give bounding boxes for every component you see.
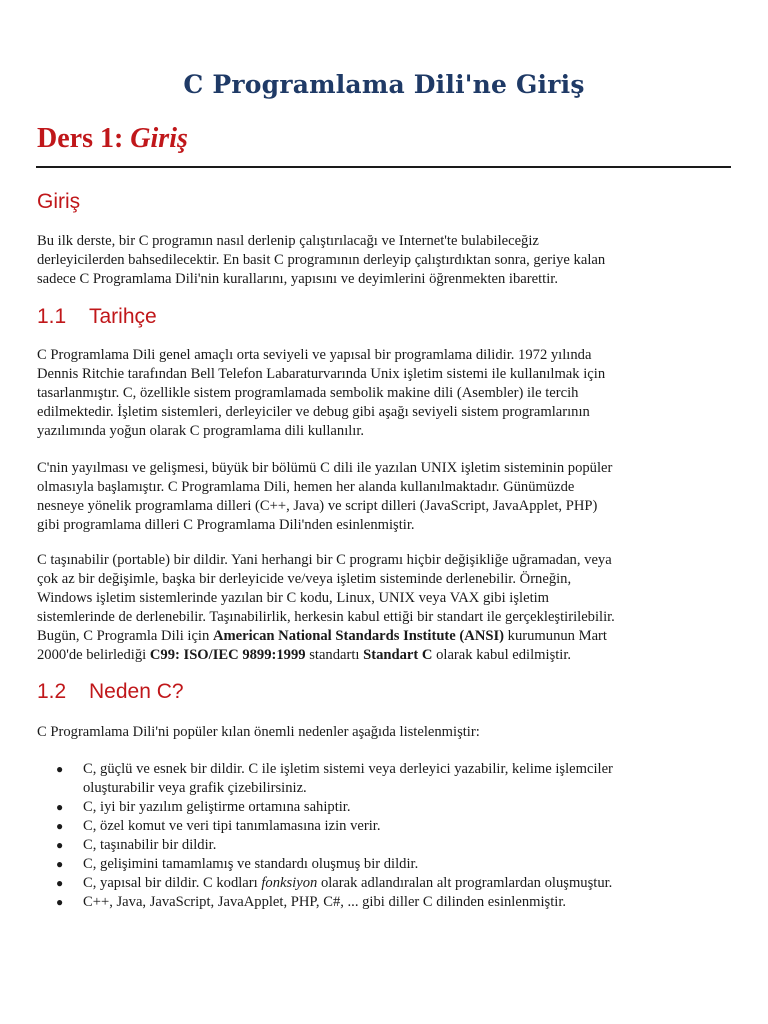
text-run: olarak kabul edilmiştir.: [432, 647, 572, 663]
history-paragraph-1: [37, 346, 737, 441]
list-item: [37, 798, 737, 817]
text-line: derleyicilerden bahsedilecektir. En basit C programının derleyip çalıştırdıktan sonra, geriye kalan: [37, 252, 606, 268]
text-run: 2000'de belirlediği: [37, 647, 150, 663]
text-line: C, taşınabilir bir dildir.: [83, 837, 217, 853]
text-line: [37, 646, 737, 665]
list-item: [37, 817, 737, 836]
text-line: C++, Java, JavaScript, JavaApplet, PHP, C#, ... gibi diller C dilinden esinlenmiştir.: [83, 894, 567, 910]
section-title: Tarihçe: [89, 305, 157, 328]
text-line: yazılımında yoğun olarak C programlama dili kullanılır.: [37, 423, 365, 439]
document-title: C Programlama Dili'ne Giriş: [183, 70, 585, 99]
text-line: oluşturabilir veya grafik çizebilirsiniz.: [83, 780, 307, 796]
reasons-list: [37, 760, 737, 912]
section-heading-why-c: [37, 680, 184, 704]
text-line: Bu ilk derste, bir C programın nasıl derlenip çalıştırılacağı ve Internet'te bulabileceğiz: [37, 233, 539, 249]
text-run: C, yapısal bir dildir. C kodları: [83, 875, 262, 891]
intro-paragraph: [37, 232, 737, 289]
ansi-name: American National Standards Institute (ANSI): [212, 628, 505, 644]
why-c-intro: [37, 723, 737, 742]
list-item: [37, 836, 737, 855]
list-item: [37, 893, 737, 912]
c99-standard: C99: ISO/IEC 9899:1999: [149, 647, 306, 663]
text-line: C Programlama Dili'ni popüler kılan önemli nedenler aşağıda listelenmiştir:: [37, 724, 480, 740]
bullet-icon: ●: [56, 838, 64, 852]
text-run: Bugün, C Programla Dili için: [37, 628, 213, 644]
heading-divider: [36, 166, 731, 168]
history-paragraph-3: [37, 551, 737, 665]
text-line: sistemlerinde de derlenebilir. Taşınabilirlik, herkesin kabul ettiği bir standart ile gerçekleştirilebilir.: [37, 609, 615, 625]
text-line: tasarlanmıştır. C, özellikle sistem programlamada sembolik makine dili (Asembler) ile tercih: [37, 385, 579, 401]
list-item: [37, 855, 737, 874]
text-line: C, iyi bir yazılım geliştirme ortamına sahiptir.: [83, 799, 351, 815]
bullet-icon: ●: [56, 819, 64, 833]
section-title: Neden C?: [89, 680, 184, 703]
text-line: sadece C Programlama Dili'nin kurallarını, yapısını ve deyimlerini öğrenmekten ibarettir.: [37, 271, 558, 287]
standard-c-term: Standart C: [363, 647, 433, 663]
section-heading-history: [37, 305, 157, 329]
bullet-icon: ●: [56, 895, 64, 909]
text-line: C Programlama Dili genel amaçlı orta seviyeli ve yapısal bir programlama dilidir. 1972 yılında: [37, 347, 592, 363]
bullet-icon: ●: [56, 800, 64, 814]
lesson-label: Ders 1:: [37, 123, 124, 154]
section-number: 1.2: [37, 680, 67, 703]
text-run: standartı: [305, 647, 364, 663]
emphasis-term: fonksiyon: [261, 875, 318, 891]
bullet-icon: ●: [56, 876, 64, 890]
text-line: çok az bir değişimle, başka bir derleyicide ve/veya işletim sisteminde derlenebilir. Örneğin,: [37, 571, 572, 587]
text-line: C'nin yayılması ve gelişmesi, büyük bir bölümü C dili ile yazılan UNIX işletim sisteminin popüler: [37, 460, 613, 476]
text-line: C, güçlü ve esnek bir dildir. C ile işletim sistemi veya derleyici yazabilir, kelime işlemciler: [83, 761, 613, 777]
bullet-icon: ●: [56, 762, 64, 776]
text-line: C taşınabilir (portable) bir dildir. Yani herhangi bir C programı hiçbir değişikliğe uğramadan, veya: [37, 552, 612, 568]
text-run: olarak adlandıralan alt programlardan oluşmuştur.: [317, 875, 613, 891]
text-line: C, gelişimini tamamlamış ve standardı oluşmuş bir dildir.: [83, 856, 419, 872]
bullet-icon: ●: [56, 857, 64, 871]
text-line: olmasıyla başlamıştır. C Programlama Dili, hemen her alanda kullanılmaktadır. Günümüzde: [37, 479, 575, 495]
list-item: [37, 760, 737, 798]
section-heading-intro: [37, 190, 80, 214]
text-line: Windows işletim sistemlerinde yazılan bir C kodu, Linux, UNIX veya VAX gibi işletim: [37, 590, 550, 606]
lesson-name: Giriş: [130, 123, 188, 154]
text-line: Dennis Ritchie tarafından Bell Telefon Labaraturvarında Unix işletim sistemi ile kullanılmak için: [37, 366, 606, 382]
section-title: Giriş: [37, 190, 81, 213]
text-line: nesneye yönelik programlama dilleri (C++, Java) ve script dilleri (JavaScript, JavaApplet, PHP): [37, 498, 598, 514]
text-line: gibi programlama dilleri C Programlama Dili'nden esinlenmiştir.: [37, 517, 415, 533]
section-number: 1.1: [37, 305, 67, 328]
list-item: [37, 874, 737, 893]
text-line: C, özel komut ve veri tipi tanımlamasına izin verir.: [83, 818, 381, 834]
lesson-heading: [37, 123, 188, 155]
text-line: edilmektedir. İşletim sistemleri, derleyiciler ve debug gibi aşağı seviyeli sistem programlarının: [37, 404, 590, 420]
text-run: kurumunun Mart: [504, 628, 607, 644]
text-line: [37, 627, 737, 646]
text-line: [83, 874, 737, 893]
history-paragraph-2: [37, 459, 737, 535]
